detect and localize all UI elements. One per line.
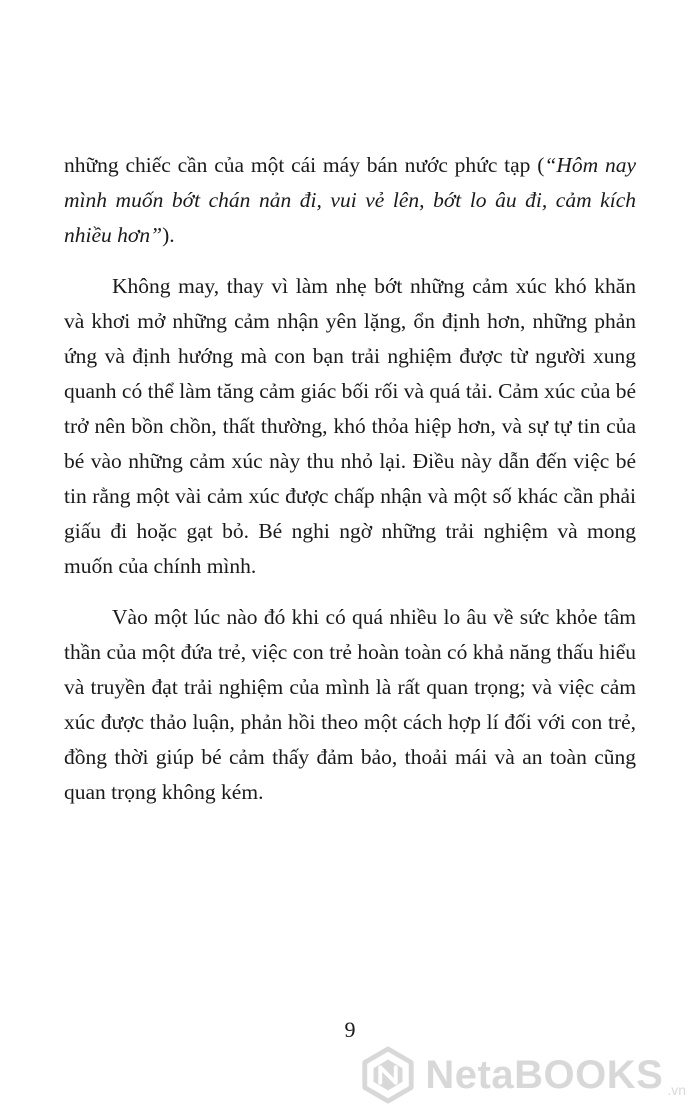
netabooks-watermark — [359, 1046, 686, 1104]
paragraph-1-quote: “Hôm nay mình muốn bớt chán nản đi, vui vẻ lên, bớt lo âu đi, cảm kích nhiều hơn” — [64, 153, 636, 247]
paragraph-2: Không may, thay vì làm nhẹ bớt những cảm xúc khó khăn và khơi mở những cảm nhận yên lặng, ổn định hơn, những phản ứng và định hướng mà con bạn trải nghiệm được từ người xung quanh có thể làm tăng cảm giác bối rối và quá tải. Cảm xúc của bé trở nên bồn chồn, thất thường, khó thỏa hiệp hơn, và sự tự tin của bé vào những cảm xúc này thu nhỏ lại. Điều này dẫn đến việc bé tin rằng một vài cảm xúc được chấp nhận và một số khác cần phải giấu đi hoặc gạt bỏ. Bé nghi ngờ những trải nghiệm và mong muốn của chính mình. — [64, 274, 636, 578]
paragraph-1-text-start: những chiếc cần của một cái máy bán nước phức tạp ( — [64, 153, 545, 177]
paragraph-3: Vào một lúc nào đó khi có quá nhiều lo âu về sức khỏe tâm thần của một đứa trẻ, việc con trẻ hoàn toàn có khả năng thấu hiểu và truyền đạt trải nghiệm của mình là rất quan trọng; và việc cảm xúc được thảo luận, phản hồi theo một cách hợp lí đối với con trẻ, đồng thời giúp bé cảm thấy đảm bảo, thoải mái và an toàn cũng quan trọng không kém. — [64, 605, 636, 804]
watermark-suffix-text: .vn — [667, 1082, 686, 1098]
paragraph-1 — [64, 148, 636, 253]
paragraph-1-text-end: ). — [162, 223, 175, 247]
page-body — [64, 148, 636, 810]
page-number: 9 — [344, 1017, 356, 1042]
watermark-brand-text: NetaBOOKS — [425, 1053, 664, 1097]
netabooks-logo-icon — [359, 1046, 417, 1104]
